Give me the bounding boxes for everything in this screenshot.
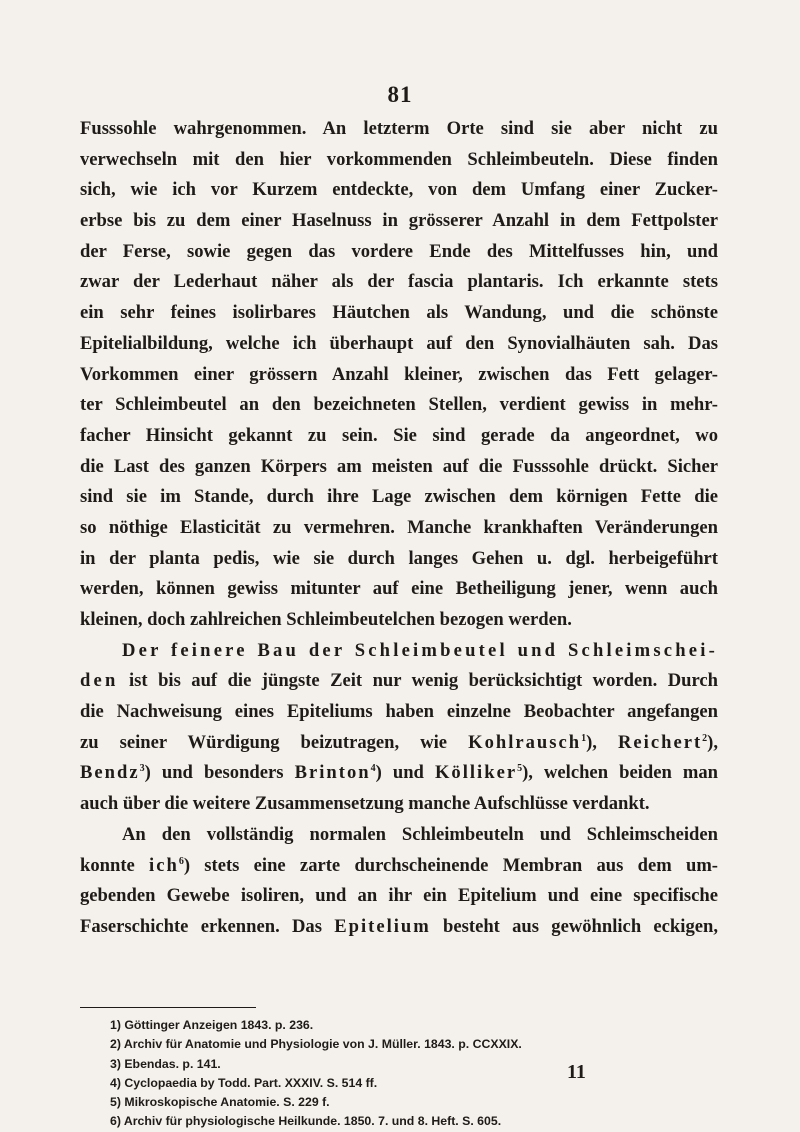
text-run: ), [586,731,618,753]
text-line [80,728,718,759]
text-line: erbse bis zu dem einer Haselnuss in grösserer Anzahl in dem Fettpolster [80,210,718,232]
text-line: facher Hinsicht gekannt zu sein. Sie sind gerade da angeordnet, wo [80,424,718,446]
page-number: 81 [387,82,413,107]
author-name: Bendz [80,762,140,784]
text-line: ein sehr feines isolirbares Häutchen als Wandung, und die schönste [80,302,718,324]
text-run: ist bis auf die jüngste Zeit nur wenig berücksichtigt worden. Durch [118,670,718,692]
footnote: 4) Cyclopaedia by Todd. Part. XXXIV. S. 514 ff. [110,1075,378,1090]
text-line: sich, wie ich vor Kurzem entdeckte, von dem Umfang einer Zucker- [80,179,718,201]
footnotes [110,1016,730,1132]
author-name: ich [149,854,179,876]
footnote: 5) Mikroskopische Anatomie. S. 229 f. [110,1095,330,1110]
text-run: ) und besonders [144,762,295,784]
text-line [80,666,718,697]
heading-continuation: den [80,670,119,692]
text-run: ) stets eine zarte durchscheinende Membran aus dem um- [183,854,719,876]
text-line: so nöthige Elasticität zu vermehren. Manche krankhaften Veränderungen [80,516,718,538]
text-line: die Last des ganzen Körpers am meisten auf die Fusssohle drückt. Sicher [80,455,718,477]
text-run: konnte [80,854,150,876]
body-text [80,114,718,943]
text-run: zu seiner Würdigung beizutragen, wie [80,731,469,753]
text-line: in der planta pedis, wie sie durch langes Gehen u. dgl. herbeigeführt [80,547,718,569]
text-line: werden, können gewiss mitunter auf eine Betheiligung jener, wenn auch [80,578,718,600]
text-line: kleinen, doch zahlreichen Schleimbeutelchen bezogen werden. [80,609,572,630]
signature-mark: 11 [567,1061,586,1083]
footnote: 1) Göttinger Anzeigen 1843. p. 236. [110,1018,314,1032]
text-line: gebenden Gewebe isoliren, und an ihr ein Epitelium und eine specifische [80,885,718,907]
text-run: Faserschichte erkennen. Das [80,915,335,937]
author-name: Reichert [618,731,703,753]
text-line: An den vollständig normalen Schleimbeuteln und Schleimscheiden [122,823,718,845]
text-line: auch über die weitere Zusammensetzung manche Aufschlüsse verdankt. [80,793,650,815]
footnote-divider [80,1007,256,1008]
text-line: Epitelialbildung, welche ich überhaupt auf den Synovialhäuten sah. Das [80,332,718,354]
section-heading-line: Der feinere Bau der Schleimbeutel und Schleimschei- [122,639,718,661]
author-name: Brinton [294,762,371,784]
text-line: Vorkommen einer grössern Anzahl kleiner, zwischen das Fett gelager- [80,363,718,385]
emphasized-term: Epitelium [334,915,431,937]
text-line [80,851,718,882]
text-line: der Ferse, sowie gegen das vordere Ende des Mittelfusses hin, und [80,240,718,262]
text-run: ) und [375,762,435,784]
text-line: verwechseln mit den hier vorkommenden Schleimbeuteln. Diese finden [80,148,718,170]
text-line: ter Schleimbeutel an den bezeichneten Stellen, verdient gewiss in mehr- [80,394,718,416]
text-line [80,758,718,789]
text-line [80,912,718,943]
text-line: die Nachweisung eines Epiteliums haben einzelne Beobachter angefangen [80,701,718,723]
text-run: ), welchen beiden man [522,762,719,784]
text-line: zwar der Lederhaut näher als der fascia plantaris. Ich erkannte stets [80,271,718,293]
text-run: ), [707,731,718,753]
footnote-ref: 6 [178,855,184,867]
footnote-ref: 5 [517,763,523,775]
footnote: 6) Archiv für physiologische Heilkunde. 1850. 7. und 8. Heft. S. 605. [110,1114,502,1129]
footnote: 3) Ebendas. p. 141. [110,1056,221,1071]
footnote-ref: 3 [139,763,145,775]
footnote: 2) Archiv für Anatomie und Physiologie von J. Müller. 1843. p. CCXXIX. [110,1037,522,1052]
footnote-ref: 2 [702,732,708,744]
footnote-ref: 4 [370,763,376,775]
author-name: Kölliker [434,762,518,784]
text-line: Fusssohle wahrgenommen. An letzterm Orte sind sie aber nicht zu [80,118,718,139]
text-run: besteht aus gewöhnlich eckigen, [430,915,718,937]
text-line: sind sie im Stande, durch ihre Lage zwischen dem körnigen Fette die [80,486,718,508]
footnote-ref: 1 [581,732,587,744]
author-name: Kohlrausch [468,731,582,753]
